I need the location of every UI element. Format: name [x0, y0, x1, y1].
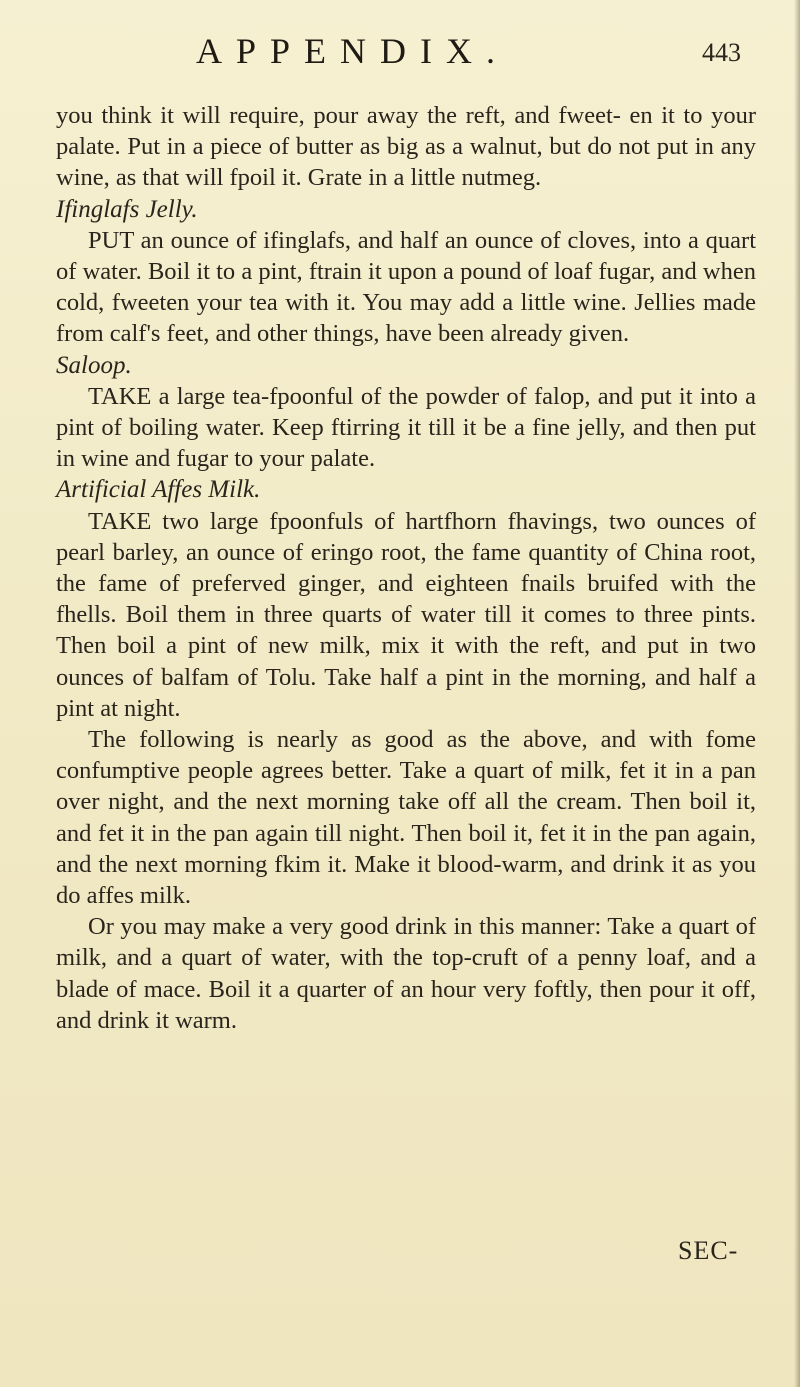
section-isinglass-jelly [56, 194, 756, 350]
intro-paragraph: you think it will require, pour away the reft, and fweet- en it to your palate. Put in a piece of butter as big as a walnut, but do not put in any wine, as that will fpoil it. Grate in a little nutmeg. [56, 102, 756, 192]
section-paragraph: Or you may make a very good drink in this manner: Take a quart of milk, and a quart of water, with the top-cruft of a penny loaf, and a blade of mace. Boil it a quarter of an hour very foftly, then pour it off, and drink it warm. [56, 913, 756, 1034]
section-paragraph: TAKE two large fpoonfuls of hartfhorn fhavings, two ounces of pearl barley, an ounce of eringo root, the fame quantity of China root, the fame of preferved ginger, and eighteen fnails bruifed with the fhells. Boil them in three quarts of water till it comes to three pints. Then boil a pint of new milk, mix it with the reft, and put in two ounces of balfam of Tolu. Take half a pint in the morning, and half a pint at night. [56, 507, 756, 722]
page-number: 443 [702, 38, 741, 67]
section-paragraph: PUT an ounce of ifinglafs, and half an ounce of cloves, into a quart of water. Boil it to a pint, ftrain it upon a pound of loaf fugar, and when cold, fweeten your tea with it. You may add a little wine. Jellies made from calf's feet, and other things, have been already given. [56, 226, 756, 348]
section-paragraph: The following is nearly as good as the above, and with fome confumptive people agrees better. Take a quart of milk, fet it in a pan over night, and the next morning take off all the cream. Then boil it, and fet it in the pan again till night. Then boil it, fet it in the pan again, and the next morning fkim it. Make it blood-warm, and drink it as you do affes milk. [56, 726, 756, 910]
section-heading: Saloop. [56, 351, 132, 379]
section-heading: Ifinglafs Jelly. [56, 195, 198, 223]
section-heading: Artificial Affes Milk. [56, 476, 261, 504]
section-artificial-asses-milk [56, 474, 756, 1036]
section-paragraph: TAKE a large tea-fpoonful of the powder of falop, and put it into a pint of boiling water. Keep ftirring it till it be a fine jelly, and then put in wine and fugar to your palate. [56, 382, 756, 473]
catchword: SEC- [678, 1236, 739, 1265]
section-saloop [56, 350, 756, 475]
page-edge-shadow [794, 0, 800, 1387]
running-head: APPENDIX. [196, 31, 510, 71]
page-header [0, 30, 800, 74]
page-body [56, 100, 756, 1036]
